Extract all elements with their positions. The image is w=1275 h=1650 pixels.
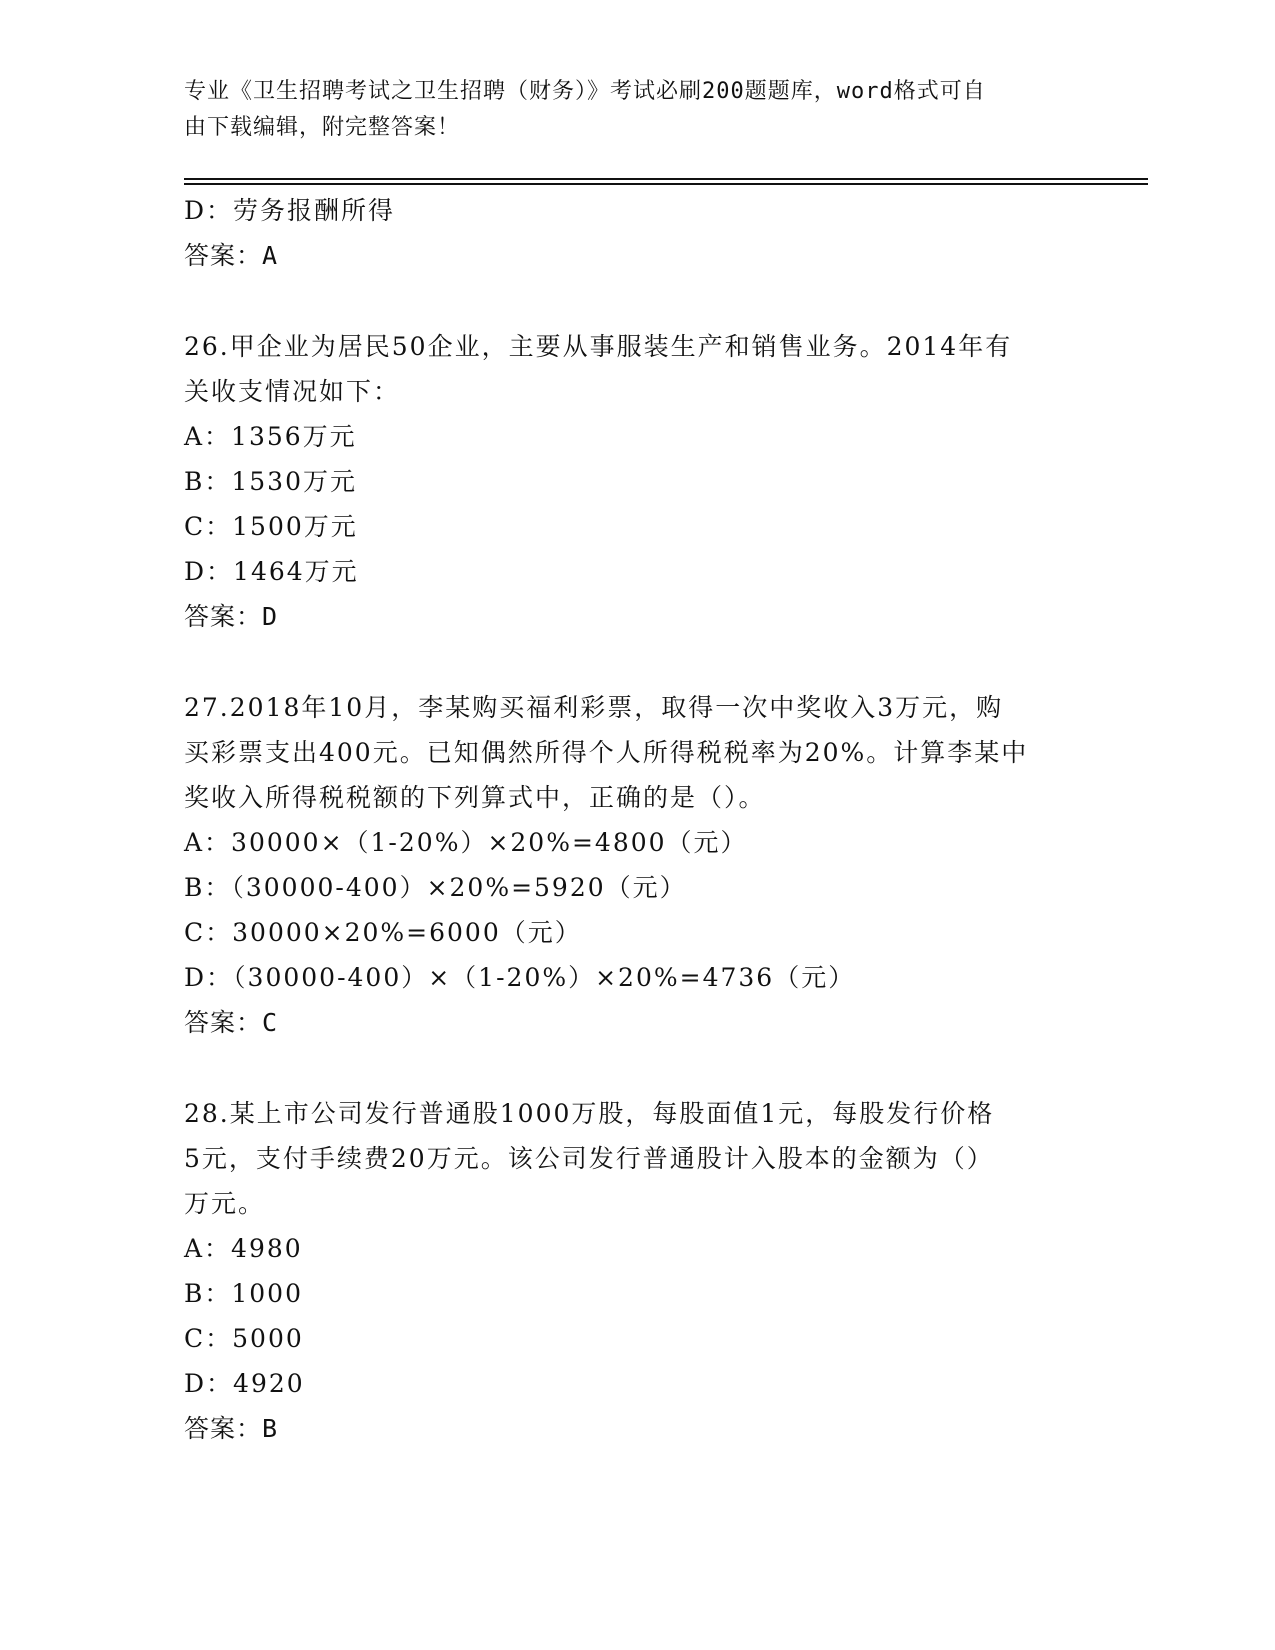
question-text-line: 奖收入所得税税额的下列算式中，正确的是（）。: [184, 783, 766, 812]
option-a: A：4980: [184, 1234, 303, 1263]
header-line-1: 专业《卫生招聘考试之卫生招聘（财务）》考试必刷200题题库，word格式可自: [184, 79, 986, 104]
option-a: A：1356万元: [184, 422, 357, 451]
question-text-line: 万元。: [184, 1189, 266, 1218]
question-25-tail: [184, 188, 1114, 278]
header-divider-bottom: [184, 183, 1148, 185]
question-28: [184, 1091, 1114, 1451]
answer-line: 答案：A: [184, 241, 279, 270]
spacer: [184, 639, 1114, 685]
question-text-line: 26.甲企业为居民50企业，主要从事服装生产和销售业务。2014年有: [184, 332, 1013, 361]
option-b: B：（30000-400）×20%=5920（元）: [184, 873, 687, 902]
question-26: [184, 324, 1114, 639]
option-c: C：1500万元: [184, 512, 358, 541]
question-text-line: 关收支情况如下：: [184, 377, 401, 406]
option-c: C：30000×20%=6000（元）: [184, 918, 582, 947]
question-27: [184, 685, 1114, 1045]
header-divider-top: [184, 178, 1148, 180]
question-text-line: 28.某上市公司发行普通股1000万股，每股面值1元，每股发行价格: [184, 1099, 995, 1128]
spacer: [184, 1045, 1114, 1091]
question-content: [184, 188, 1114, 1451]
answer-line: 答案：C: [184, 1008, 279, 1037]
question-text-line: 5元，支付手续费20万元。该公司发行普通股计入股本的金额为（）: [184, 1144, 994, 1173]
option-d: D：1464万元: [184, 557, 359, 586]
option-b: B：1000: [184, 1279, 303, 1308]
option-d: D：4920: [184, 1369, 305, 1398]
question-text-line: 买彩票支出400元。已知偶然所得个人所得税税率为20%。计算李某中: [184, 738, 1029, 767]
option-a: A：30000×（1-20%）×20%=4800（元）: [184, 828, 748, 857]
answer-line: 答案：B: [184, 1414, 279, 1443]
question-text-line: 27.2018年10月，李某购买福利彩票，取得一次中奖收入3万元，购: [184, 693, 1004, 722]
option-c: C：5000: [184, 1324, 304, 1353]
option-b: B：1530万元: [184, 467, 357, 496]
spacer: [184, 278, 1114, 324]
option-d: D：（30000-400）×（1-20%）×20%=4736（元）: [184, 963, 856, 992]
header-line-2: 由下载编辑，附完整答案！: [184, 115, 461, 140]
document-header: [184, 74, 1064, 146]
option-d: D：劳务报酬所得: [184, 196, 396, 225]
answer-line: 答案：D: [184, 602, 279, 631]
